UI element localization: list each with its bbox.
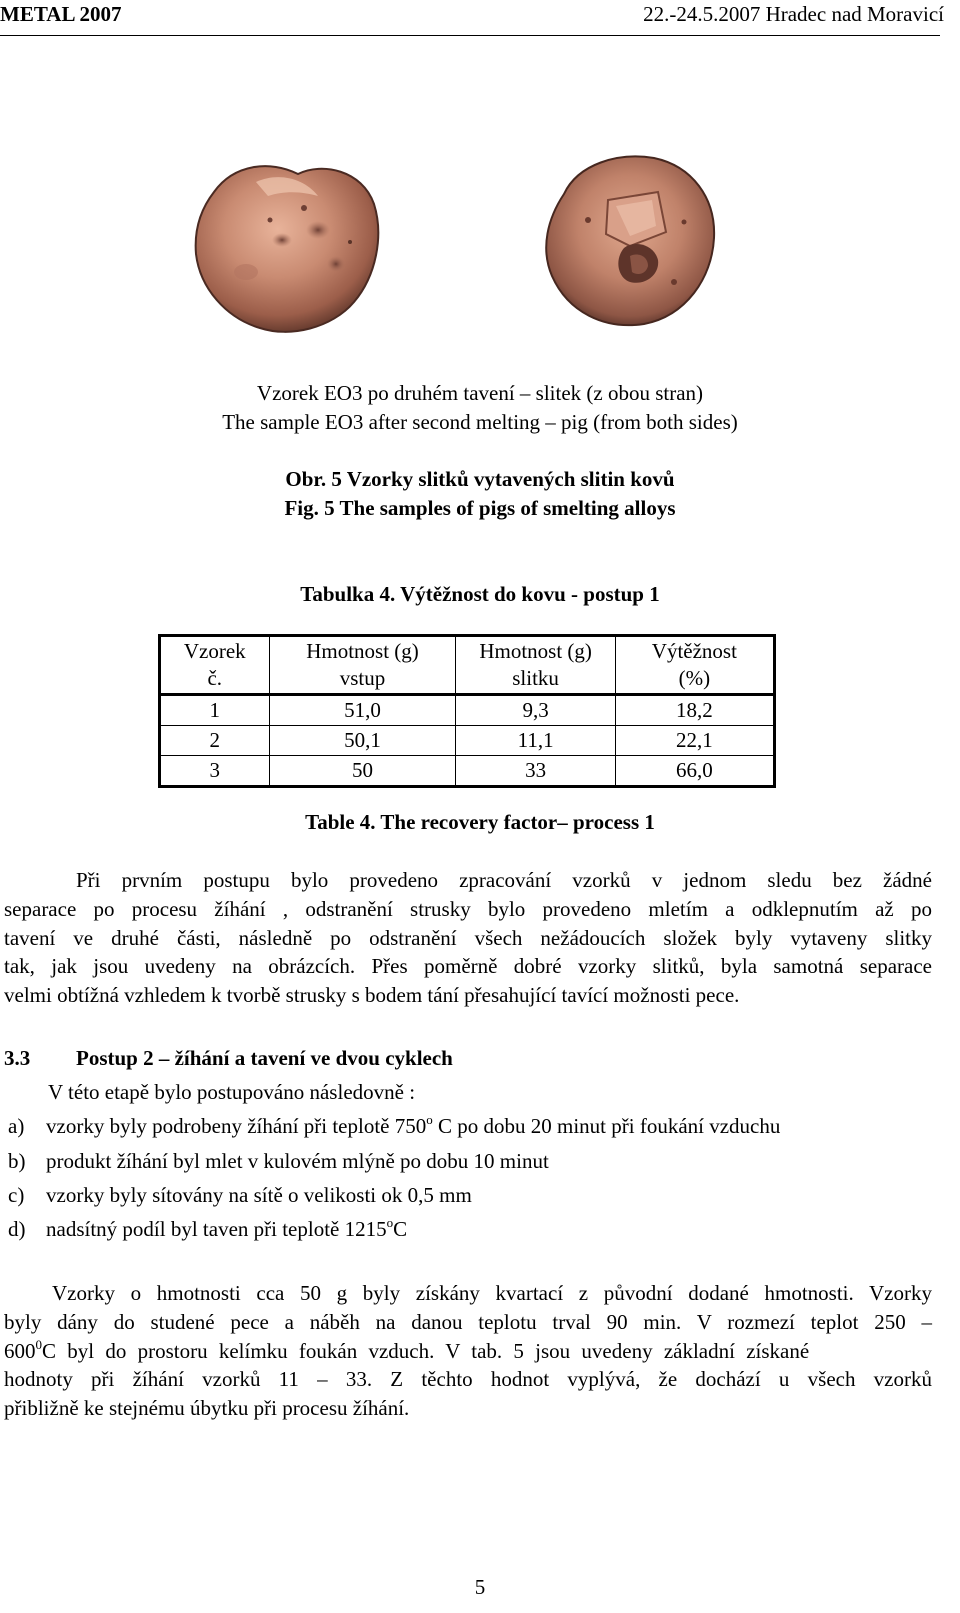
- paragraph-line: přibližně ke stejnému úbytku při procesu žíhání.: [4, 1396, 410, 1421]
- table-header-cell: Hmotnost (g) vstup: [269, 636, 456, 695]
- table-cell: 50: [269, 756, 456, 787]
- section-title: Postup 2 – žíhání a tavení ve dvou cyklech: [76, 1046, 453, 1070]
- paragraph-line: Vzorky o hmotnosti cca 50 g byly získány kvartací z původní dodané hmotnosti. Vzorky: [52, 1281, 932, 1305]
- paragraph-line: $600^0C$ byl do prostoru kelímku foukán vzduch. V tab. 5 jsou uvedeny základní získané: [4, 1336, 810, 1363]
- table-header-cell: Výtěžnost (%): [615, 636, 774, 695]
- paragraph-line: byly dány do studené pece a náběh na danou teplotu trval 90 min. V rozmezí teplot 250 –: [4, 1309, 932, 1334]
- header-conference: METAL 2007: [0, 2, 122, 26]
- table-row: [160, 756, 775, 787]
- table-cell: 1: [160, 695, 270, 726]
- paragraph-line: tavení ve druhé části, následně po odstranění všech nežádoucích složek byly vytaveny slitky: [4, 925, 932, 950]
- table-cell: 33: [456, 756, 615, 787]
- paragraph-line: velmi obtížná vzhledem k tvorbě strusky s bodem tání přesahující tavící možnosti pece.: [4, 983, 740, 1008]
- table-cell: 66,0: [615, 756, 774, 787]
- paragraph-process-1: [4, 866, 932, 1010]
- table-row: [160, 726, 775, 756]
- paragraph-line: Při prvním postupu bylo provedeno zpracování vzorků v jednom sledu bez žádné: [76, 868, 932, 892]
- header-date-place: 22.-24.5.2007 Hradec nad Moravicí: [643, 2, 944, 26]
- table-cell: 50,1: [269, 726, 456, 756]
- paragraph-line: hodnoty při žíhání vzorků 11 – 33. Z těchto hodnot vyplývá, že dochází u všech vzorků: [4, 1367, 932, 1392]
- table-cell: 18,2: [615, 695, 774, 726]
- figure-title-en: Fig. 5 The samples of pigs of smelting alloys: [284, 496, 676, 520]
- sample-photo-side-b: [534, 148, 724, 333]
- paragraph-process-2: [4, 1279, 932, 1423]
- recovery-table: [158, 634, 776, 788]
- table-header-cell: Hmotnost (g) slitku: [456, 636, 615, 695]
- table-cell: 9,3: [456, 695, 615, 726]
- table-header-row: [160, 636, 775, 695]
- header-rule: [0, 35, 940, 36]
- list-item: c) vzorky byly sítovány na sítě o velikosti ok 0,5 mm: [8, 1183, 472, 1207]
- table-cell: 51,0: [269, 695, 456, 726]
- table-header-cell: Vzorek č.: [160, 636, 270, 695]
- paragraph-line: tak, jak jsou uvedeny na obrázcích. Přes poměrně dobré vzorky slitků, byla samotná separace: [4, 954, 932, 979]
- figure-title-cz: Obr. 5 Vzorky slitků vytavených slitin kovů: [285, 467, 675, 491]
- list-item: a) vzorky byly podrobeny žíhání při teplotě 750$^o$ C po dobu 20 minut při foukání vzduchu: [8, 1112, 781, 1138]
- section-lead: V této etapě bylo postupováno následovně :: [48, 1080, 416, 1104]
- figure-caption-cz: Vzorek EO3 po druhém tavení – slitek (z obou stran): [256, 381, 704, 405]
- section-number: 3.3: [4, 1046, 31, 1070]
- table-title-cz: Tabulka 4. Výtěžnost do kovu - postup 1: [300, 582, 660, 606]
- table-cell: 11,1: [456, 726, 615, 756]
- page-header: [0, 0, 960, 42]
- page-number: 5: [474, 1575, 486, 1599]
- table-title-en: Table 4. The recovery factor– process 1: [305, 810, 655, 834]
- table-cell: 22,1: [615, 726, 774, 756]
- figure-caption-en: The sample EO3 after second melting – pig (from both sides): [222, 410, 738, 434]
- list-item: b) produkt žíhání byl mlet v kulovém mlýně po dobu 10 minut: [8, 1149, 549, 1173]
- sample-photo-side-a: [186, 152, 386, 342]
- table-cell: 3: [160, 756, 270, 787]
- table-cell: 2: [160, 726, 270, 756]
- list-item: d) nadsítný podíl byl taven při teplotě 1215$^o$C: [8, 1215, 408, 1241]
- paragraph-line: separace po procesu žíhání , odstranění strusky bylo provedeno mletím a odklepnutím až po: [4, 896, 932, 921]
- table-row: [160, 695, 775, 726]
